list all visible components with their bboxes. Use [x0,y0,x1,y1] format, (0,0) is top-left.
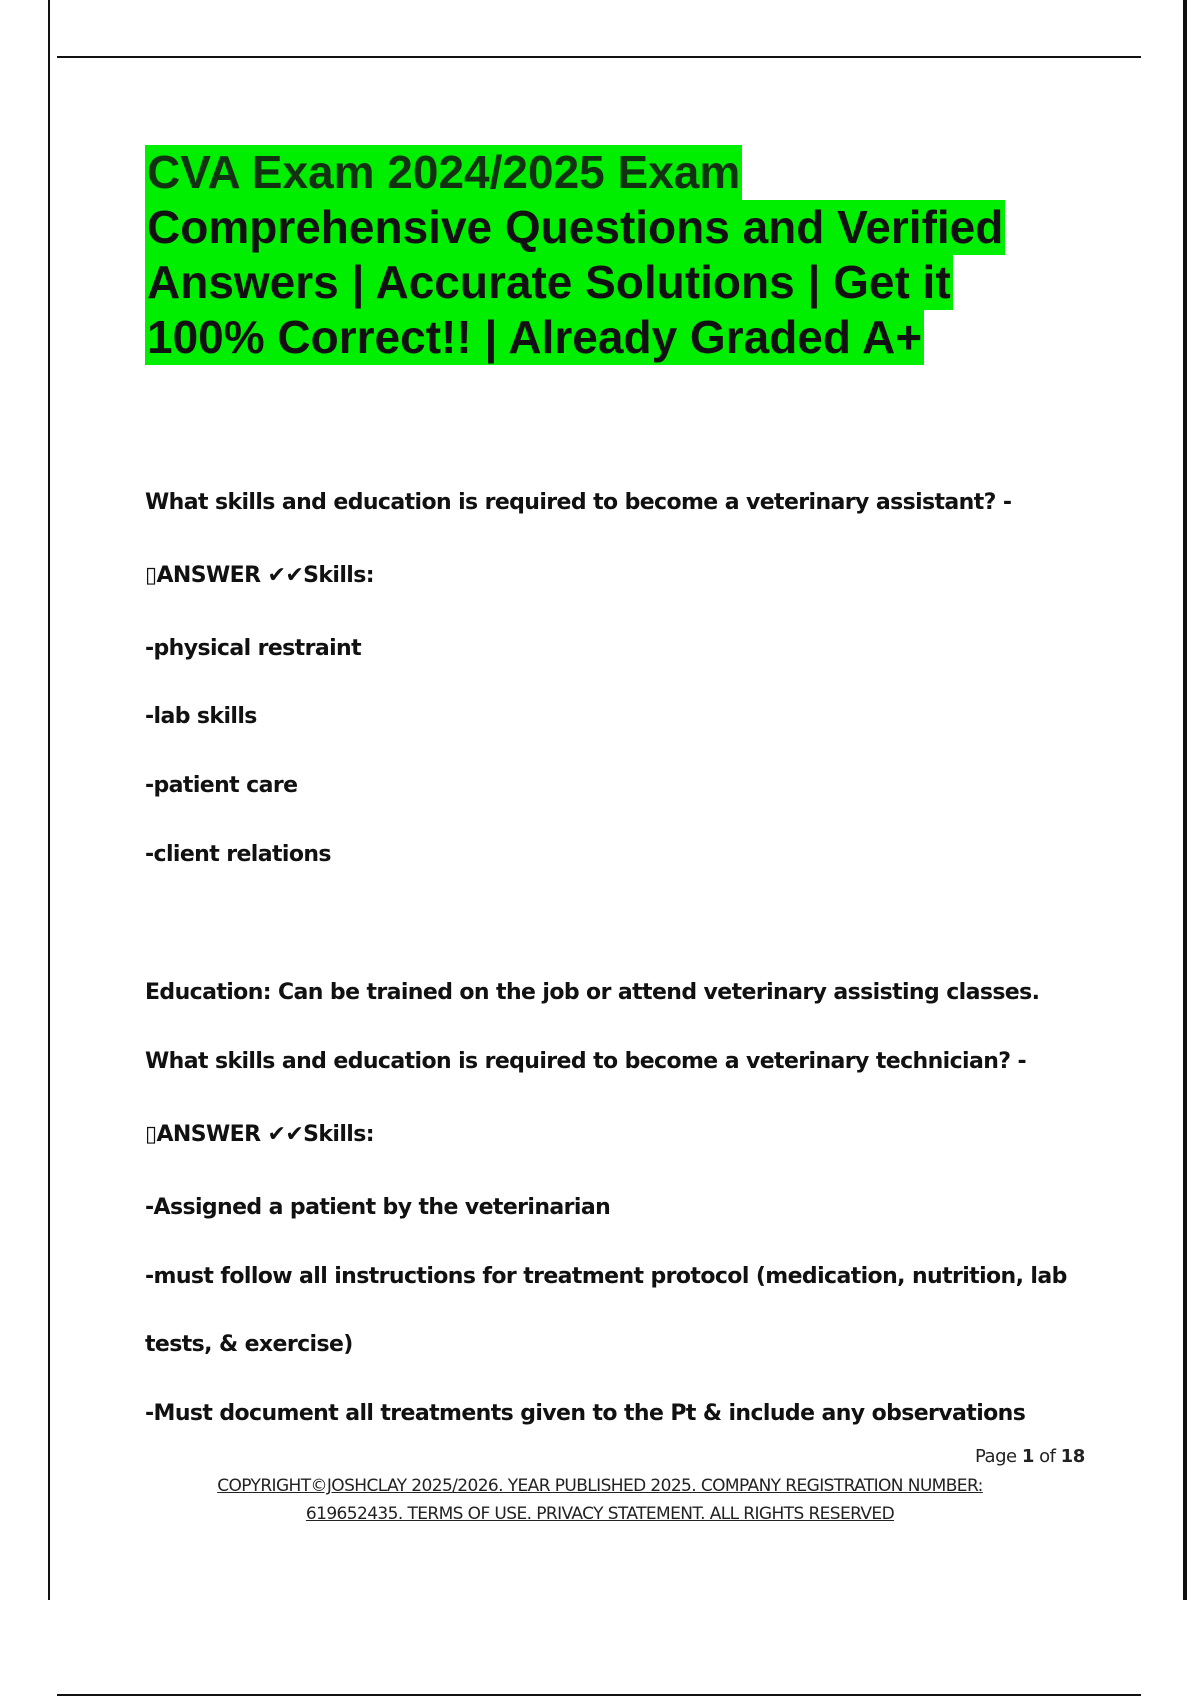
list-item: -Must document all treatments given to the Pt & include any observations [145,1401,1026,1426]
answer-label: ▯ANSWER ✔✔Skills: [145,563,374,588]
page-number [975,1446,1085,1467]
list-item: -must follow all instructions for treatment protocol (medication, nutrition, lab [145,1264,1067,1289]
body-paragraph: Education: Can be trained on the job or attend veterinary assisting classes. [145,980,1040,1005]
list-item: -lab skills [145,704,257,729]
title-line: CVA Exam 2024/2025 Exam [147,146,741,198]
title-line: Answers | Accurate Solutions | Get it [147,256,951,308]
document-title [145,145,1065,365]
list-item-continuation: tests, & exercise) [145,1332,353,1357]
page-of: of [1039,1446,1056,1467]
page-label: Page [975,1446,1017,1467]
list-item: -Assigned a patient by the veterinarian [145,1195,611,1220]
title-line: Comprehensive Questions and Verified [147,201,1004,253]
answer-label: ▯ANSWER ✔✔Skills: [145,1122,374,1147]
page-right-border [1183,0,1187,1600]
copyright-notice [150,1472,1050,1528]
page-current: 1 [1021,1446,1034,1467]
list-item: -client relations [145,842,331,867]
copyright-line: 619652435. TERMS OF USE. PRIVACY STATEMENT. ALL RIGHTS RESERVED [305,1504,895,1524]
header-rule [57,56,1141,58]
question-text: What skills and education is required to become a veterinary technician? - [145,1049,1027,1074]
list-item: -patient care [145,773,298,798]
copyright-line: COPYRIGHT©JOSHCLAY 2025/2026. YEAR PUBLISHED 2025. COMPANY REGISTRATION NUMBER: [217,1476,983,1496]
page-left-border [48,0,50,1600]
title-line: 100% Correct!! | Already Graded A+ [147,311,923,363]
list-item: -physical restraint [145,636,362,661]
question-text: What skills and education is required to become a veterinary assistant? - [145,490,1012,515]
page-total: 18 [1060,1446,1085,1467]
next-page-rule [57,1694,1141,1696]
